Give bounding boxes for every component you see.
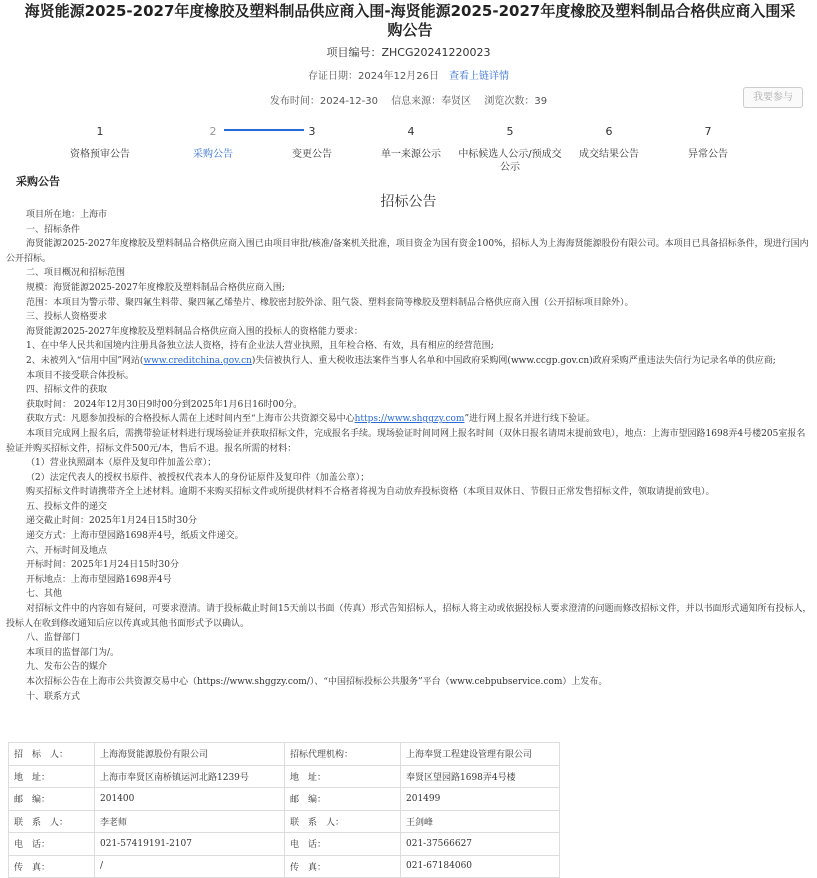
table-row xyxy=(9,833,560,856)
step-label: 资格预审公告 xyxy=(70,149,130,160)
step-candidate[interactable] xyxy=(455,125,565,174)
heading: 八、监督部门 xyxy=(26,633,81,644)
cell-value: 上海市奉贤区南桥镇运河北路1239号 xyxy=(95,765,285,788)
paragraph: 开标地点：上海市望园路1698弄4号 xyxy=(26,574,172,585)
table-row xyxy=(9,810,560,833)
step-result[interactable] xyxy=(554,125,664,161)
table-row xyxy=(9,765,560,788)
info-source: 信息来源：奉贤区 xyxy=(391,96,472,107)
chain-detail-link[interactable]: 查看上链详情 xyxy=(448,71,509,82)
cell-key: 地 址： xyxy=(285,765,401,788)
cell-value: 李老师 xyxy=(95,810,285,833)
paragraph: 1、在中华人民共和国境内注册具备独立法人资格，持有企业法人营业执照，且年检合格、有效，具有相应的经营范围; xyxy=(26,341,494,352)
cell-value: 021-37566627 xyxy=(401,833,560,856)
cell-key: 招标代理机构： xyxy=(285,743,401,766)
cell-value: 奉贤区望园路1698弄4号楼 xyxy=(401,765,560,788)
cell-value: 201499 xyxy=(401,788,560,811)
cell-key: 传 真： xyxy=(285,855,401,878)
step-label: 变更公告 xyxy=(292,149,332,160)
step-number: 5 xyxy=(506,125,514,138)
cell-value: 201400 xyxy=(95,788,285,811)
paragraph xyxy=(6,412,814,427)
cell-key: 联 系 人： xyxy=(9,810,95,833)
text: 2、未被列入“信用中国”网站( xyxy=(26,355,144,366)
step-label: 单一来源公示 xyxy=(381,149,441,160)
heading: 七、其他 xyxy=(26,589,63,600)
table-row xyxy=(9,743,560,766)
cell-key: 邮 编： xyxy=(285,788,401,811)
cell-key: 地 址： xyxy=(9,765,95,788)
paragraph: 本项目不接受联合体投标。 xyxy=(26,370,135,381)
cell-value: 王剑峰 xyxy=(401,810,560,833)
paragraph: 项目所在地：上海市 xyxy=(26,210,108,220)
view-count: 浏览次数：39 xyxy=(484,96,548,107)
step-number: 4 xyxy=(407,125,415,138)
paragraph: 获取时间： 2024年12月30日9时00分到2025年1月6日16时00分。 xyxy=(26,399,303,410)
paragraph: （2）法定代表人的授权书原件、被授权代表本人的身份证原件及复印件（加盖公章）； xyxy=(26,472,370,483)
paragraph: 本项目的监督部门为/。 xyxy=(26,647,120,658)
section-title: 采购公告 xyxy=(16,175,60,188)
text: 获取方式：凡愿参加投标的合格投标人需在上述时间内至“上海市公共资源交易中心 xyxy=(26,414,355,425)
cell-value: / xyxy=(95,855,285,878)
cell-value: 上海奉贤工程建设管理有限公司 xyxy=(401,743,560,766)
deposit-row xyxy=(0,67,817,82)
table-row xyxy=(9,855,560,878)
text: ”进行网上报名并进行线下验证。 xyxy=(464,414,596,425)
paragraph: 购买招标文件时请携带齐全上述材料。逾期不来购买招标文件或所提供材料不合格者将视为自动放弃投标资格（本项目双休日、节假日正常发售招标文件，领取请提前致电）。 xyxy=(26,487,715,498)
step-number: 1 xyxy=(96,125,104,138)
step-label: 中标候选人公示/预成交公示 xyxy=(458,149,562,173)
publish-info-row xyxy=(0,92,817,107)
heading: 三、投标人资格要求 xyxy=(26,312,108,323)
cell-key: 传 真： xyxy=(9,855,95,878)
cell-key: 电 话： xyxy=(9,833,95,856)
step-change[interactable] xyxy=(257,125,367,161)
text: )失信被执行人、重大税收违法案件当事人名单和中国政府采购网(www.ccgp.gov.cn)政府采购严重违法失信行为记录名单的供应商; xyxy=(251,355,776,366)
creditchina-link[interactable]: www.creditchina.gov.cn xyxy=(143,355,252,366)
announcement-body xyxy=(6,208,814,704)
step-label: 采购公告 xyxy=(193,149,233,160)
paragraph: （1）营业执照副本（原件及复印件加盖公章）； xyxy=(26,458,217,469)
contact-table xyxy=(8,742,560,878)
heading: 九、发布公告的媒介 xyxy=(26,662,108,673)
cell-key: 联 系 人： xyxy=(285,810,401,833)
step-label: 成交结果公告 xyxy=(579,149,639,160)
step-prequal[interactable] xyxy=(45,125,155,161)
paragraph: 本项目完成网上报名后，需携带验证材料进行现场验证并获取招标文件，完成报名手续。现场验证时间同网上报名时间（双休日报名请周末提前致电），地点：上海市望园路1698弄4号楼205室报名验证并购买招标文件，招标文件500元/本，售后不退。报名所需的材料： xyxy=(6,428,806,454)
heading: 十、联系方式 xyxy=(26,691,81,702)
heading: 六、开标时间及地点 xyxy=(26,545,108,556)
process-steps xyxy=(0,125,817,175)
cell-key: 招 标 人： xyxy=(9,743,95,766)
paragraph: 海贤能源2025-2027年度橡胶及塑料制品合格供应商入围的投标人的资格能力要求： xyxy=(26,326,363,337)
project-number: 项目编号：ZHCG20241220023 xyxy=(326,46,491,59)
step-procurement[interactable] xyxy=(158,125,268,161)
cell-value: 021-67184060 xyxy=(401,855,560,878)
paragraph: 递交截止时间：2025年1月24日15时30分 xyxy=(26,516,197,527)
publish-date: 发布时间：2024-12-30 xyxy=(269,96,378,107)
heading: 四、招标文件的获取 xyxy=(26,385,108,396)
paragraph: 范围：本项目为警示带、聚四氟生料带、聚四氟乙烯垫片、橡胶密封胶外涂、阻气袋、塑料套筒等橡胶及塑料制品合格供应商入围（公开招标项目除外）。 xyxy=(26,297,634,308)
deposit-date: 存证日期：2024年12月26日 xyxy=(308,71,439,82)
paragraph: 规模：海贤能源2025-2027年度橡胶及塑料制品合格供应商入围; xyxy=(26,282,285,293)
paragraph: 递交方式：上海市望园路1698弄4号，纸质文件递交。 xyxy=(26,531,244,542)
step-abnormal[interactable] xyxy=(653,125,763,161)
paragraph xyxy=(6,354,814,369)
document-title: 招标公告 xyxy=(380,194,437,210)
join-button[interactable]: 我要参与 xyxy=(743,87,803,108)
step-label: 异常公告 xyxy=(688,149,728,160)
cell-key: 邮 编： xyxy=(9,788,95,811)
paragraph: 对招标文件中的内容如有疑问，可要求澄清。请于投标截止时间15天前以书面（传真）形式告知招标人，招标人将主动或依据投标人要求澄清的问题而修改招标文件，并以书面形式通知所有投标人，投标人在收到修改通知后应以传真或其他书面形式予以确认。 xyxy=(6,604,812,629)
heading: 一、招标条件 xyxy=(26,224,81,235)
paragraph: 本次招标公告在上海市公共资源交易中心（https://www.shggzy.com/）、“中国招标投标公共服务”平台（www.cebpubservice.com）上发布。 xyxy=(26,677,608,687)
page-title: 海贤能源2025-2027年度橡胶及塑料制品供应商入围-海贤能源2025-2027年度橡胶及塑料制品合格供应商入围采购公告 xyxy=(24,2,796,39)
cell-key: 电 话： xyxy=(285,833,401,856)
step-number: 2 xyxy=(209,125,217,138)
paragraph: 开标时间：2025年1月24日15时30分 xyxy=(26,560,179,571)
step-number: 3 xyxy=(308,125,316,138)
step-number: 6 xyxy=(605,125,613,138)
step-single-source[interactable] xyxy=(356,125,466,161)
shggzy-link[interactable]: https://www.shggzy.com xyxy=(354,414,465,425)
table-row xyxy=(9,788,560,811)
heading: 二、项目概况和招标范围 xyxy=(26,268,126,279)
heading: 五、投标文件的递交 xyxy=(26,501,108,512)
cell-value: 上海海贤能源股份有限公司 xyxy=(95,743,285,766)
step-number: 7 xyxy=(704,125,712,138)
paragraph: 海贤能源2025-2027年度橡胶及塑料制品合格供应商入围已由项目审批/核准/备案机关批准，项目资金为国有资金100%，招标人为上海海贤能源股份有限公司。本项目已具备招标条件，现进行国内公开招标。 xyxy=(6,239,809,264)
cell-value: 021-57419191-2107 xyxy=(95,833,285,856)
